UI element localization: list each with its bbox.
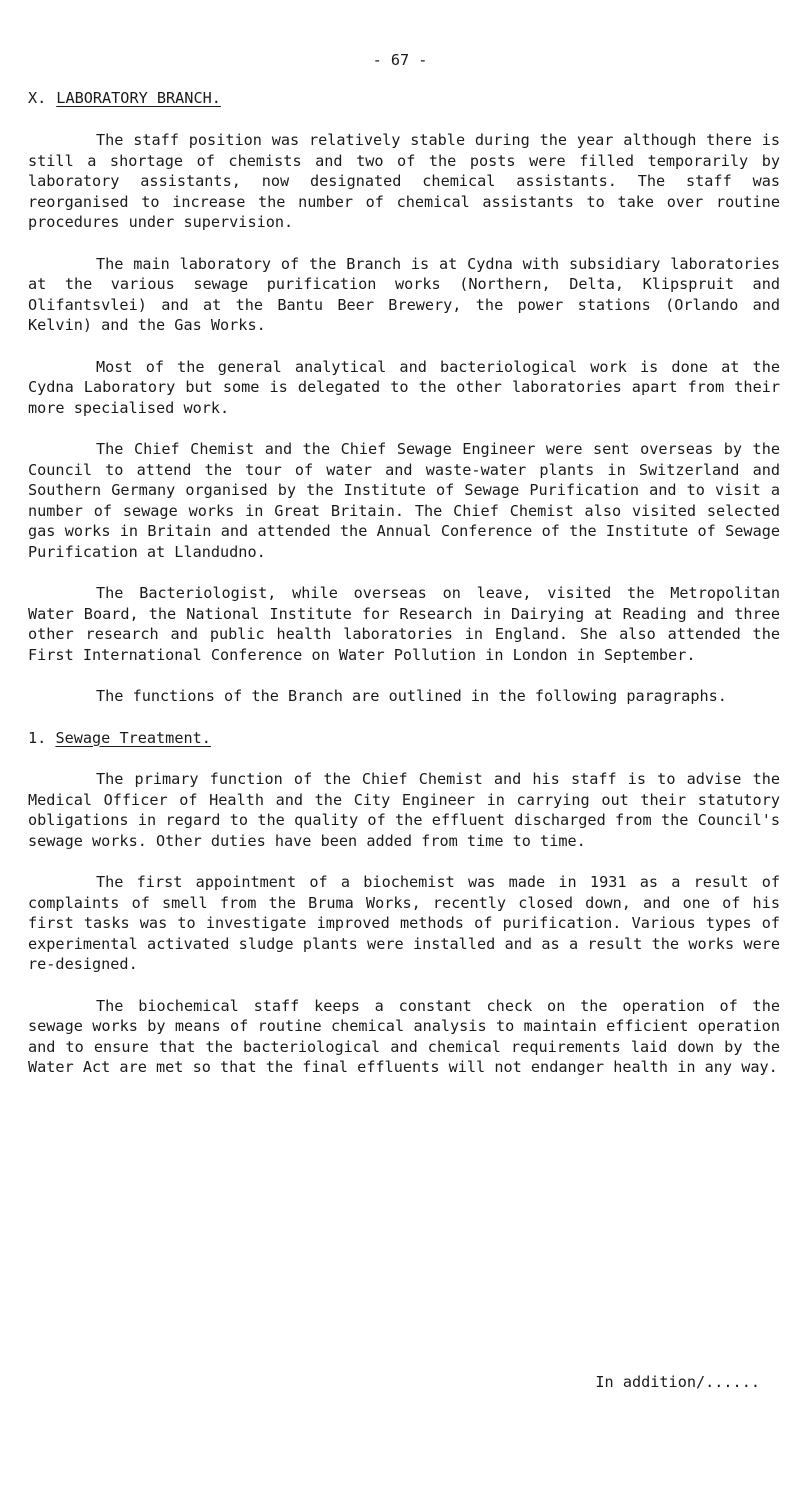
paragraph-laboratories: The main laboratory of the Branch is at Cydna with subsidiary laboratories at the various sewage purification works (Northern, Delta, Klipspruit and Olifantsvlei) and at the Bantu Beer Brewery, the power stations (Orlando and Kelvin) and the Gas Works. xyxy=(28,254,780,334)
paragraph-functions: The functions of the Branch are outlined in the following paragraphs. xyxy=(96,687,727,705)
paragraph-staff-position: The staff position was relatively stable during the year although there is still a shortage of chemists and two of the posts were filled temporarily by laboratory assistants, now designated chemical assistants. The staff was reorganised to increase the number of chemical assistants to take over routine procedures under supervision. xyxy=(28,131,780,231)
section-title: LABORATORY BRANCH. xyxy=(56,89,221,107)
paragraph-analytical-work: Most of the general analytical and bacteriological work is done at the Cydna Laboratory but some is delegated to the other laboratories apart from their more specialised work. xyxy=(28,357,780,417)
paragraph-primary-function: The primary function of the Chief Chemist and his staff is to advise the Medical Officer of Health and the City Engineer in carrying out their statutory obligations in regard to the quality of the effluent discharged from the Council's sewage works. Other duties have been added from time to time. xyxy=(28,770,780,850)
paragraph-bacteriologist: The Bacteriologist, while overseas on leave, visited the Metropolitan Water Board, the National Institute for Research in Dairying at Reading and three other research and public health laboratories in England. She also attended the First International Conference on Water Pollution in London in September. xyxy=(28,584,780,664)
body-text xyxy=(28,130,780,1099)
page-number: - 67 - xyxy=(372,51,428,69)
section-heading xyxy=(28,88,221,109)
subsection-heading xyxy=(28,728,780,749)
section-number: X. xyxy=(28,89,47,107)
subsection-title: Sewage Treatment. xyxy=(55,728,211,747)
paragraph-biochemist: The first appointment of a biochemist was made in 1931 as a result of complaints of smell from the Bruma Works, recently closed down, and one of his first tasks was to investigate improved methods of purification. Various types of experimental activated sludge plants were installed and as a result the works were re-designed. xyxy=(28,873,780,973)
subsection-number: 1. xyxy=(28,728,47,747)
continuation-note: In addition/...... xyxy=(595,1373,760,1391)
paragraph-biochemical-staff: The biochemical staff keeps a constant check on the operation of the sewage works by means of routine chemical analysis to maintain efficient operation and to ensure that the bacteriological and chemical requirements laid down by the Water Act are met so that the final effluents will not endanger health in any way. xyxy=(28,996,780,1076)
paragraph-overseas-tour: The Chief Chemist and the Chief Sewage Engineer were sent overseas by the Council to attend the tour of water and waste-water plants in Switzerland and Southern Germany organised by the Institute of Sewage Purification and to visit a number of sewage works in Great Britain. The Chief Chemist also visited selected gas works in Britain and attended the Annual Conference of the Institute of Sewage Purification at Llandudno. xyxy=(28,440,780,561)
